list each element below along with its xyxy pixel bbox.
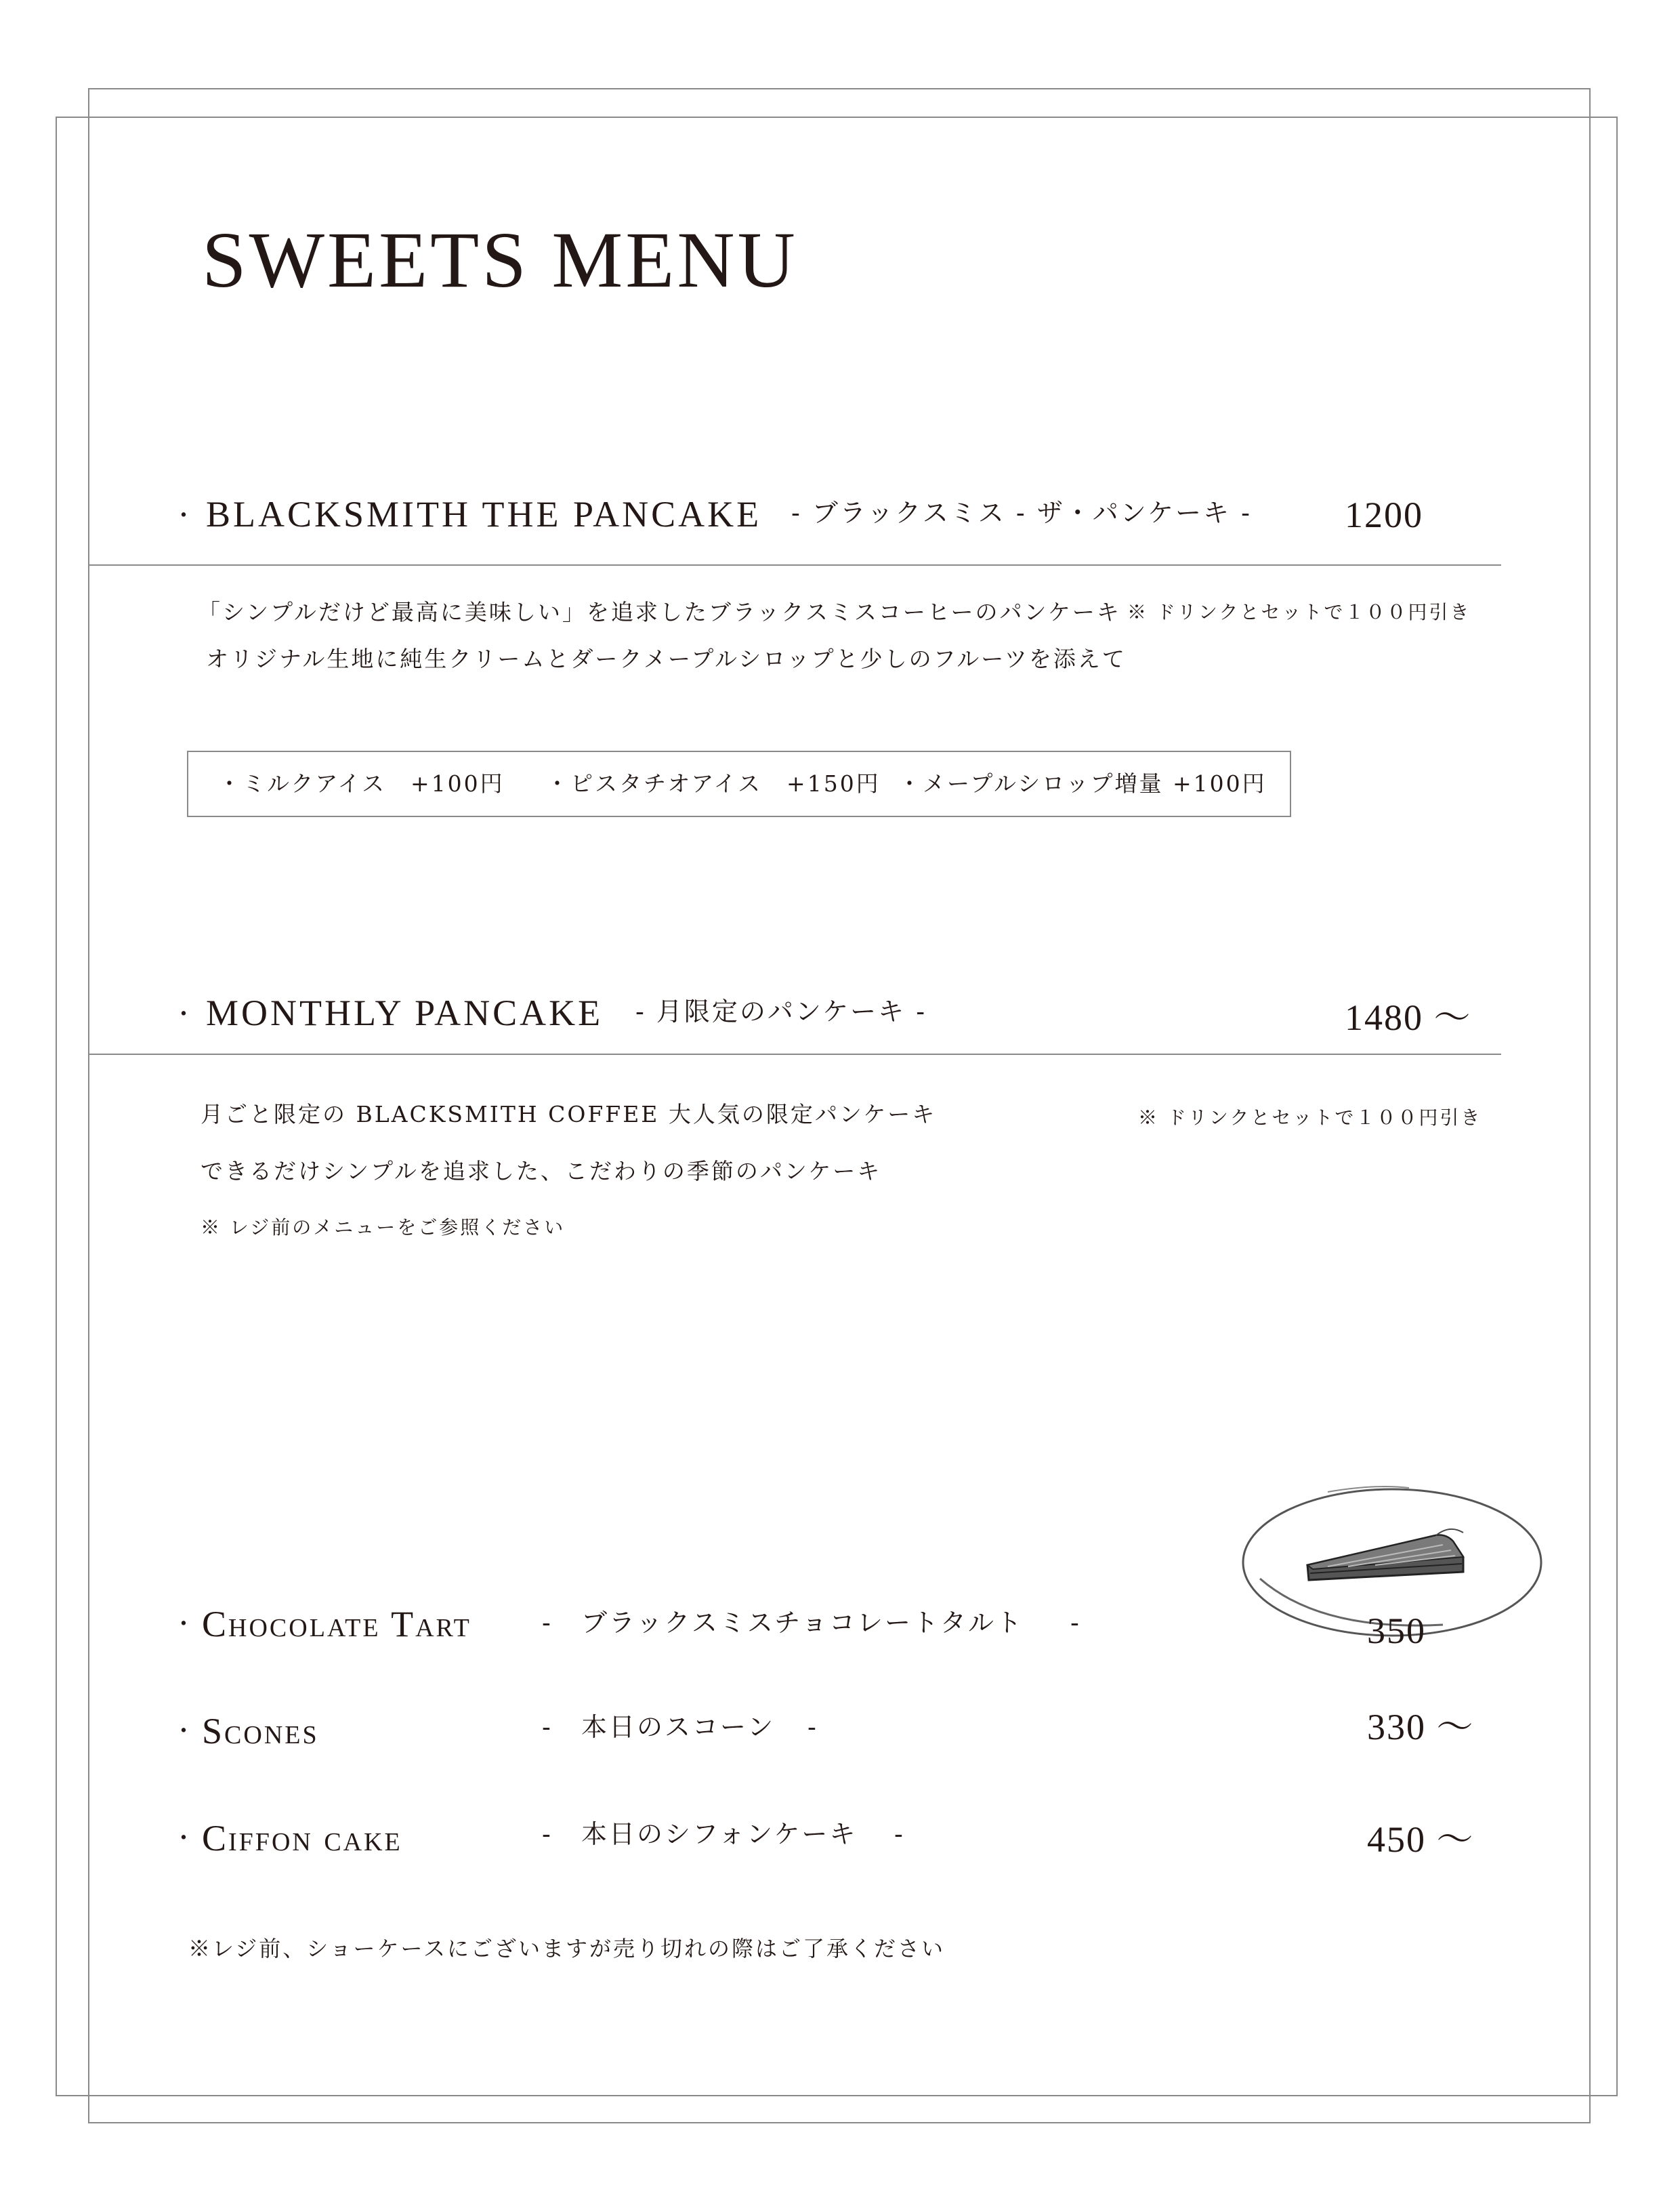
scones-name-en: Scones <box>202 1711 319 1751</box>
tart-dash-right: - <box>1070 1608 1079 1638</box>
footer-note: ※レジ前、ショーケースにございますが売り切れの際はご了承ください <box>188 1936 945 1961</box>
pancake-price: 1200 <box>1345 495 1423 535</box>
monthly-bullet: · <box>177 993 192 1033</box>
tart-name-en: Chocolate Tart <box>202 1604 471 1644</box>
page-title: SWEETS MENU <box>202 215 798 304</box>
pancake-divider <box>88 564 1501 566</box>
tart-dash-left: - <box>542 1608 551 1638</box>
monthly-name-jp: - 月限定のパンケーキ - <box>635 997 927 1026</box>
tart-price: 350 <box>1367 1611 1426 1651</box>
pancake-bullet: · <box>177 494 192 535</box>
chiffon-dash-right: - <box>894 1819 903 1849</box>
monthly-desc-line2: できるだけシンプルを追求した、こだわりの季節のパンケーキ <box>201 1158 882 1184</box>
pancake-desc-line1: 「シンプルだけど最高に美味しい」を追求したブラックスミスコーヒーのパンケーキ <box>198 599 1121 625</box>
chiffon-dash-left: - <box>542 1819 551 1849</box>
chiffon-price: 450 〜 <box>1367 1819 1475 1860</box>
scones-price: 330 〜 <box>1367 1707 1475 1747</box>
scones-name-jp: 本日のスコーン <box>581 1712 776 1742</box>
option-milk-ice: ・ミルクアイス +100円 <box>218 770 505 797</box>
pancake-name-en: BLACKSMITH THE PANCAKE <box>206 494 762 535</box>
monthly-name-en: MONTHLY PANCAKE <box>206 993 604 1033</box>
monthly-desc-line1: 月ごと限定の BLACKSMITH COFFEE 大人気の限定パンケーキ <box>201 1101 937 1127</box>
scones-dash-left: - <box>542 1712 551 1742</box>
monthly-price: 1480 〜 <box>1345 997 1472 1038</box>
scones-bullet: · <box>177 1709 192 1750</box>
monthly-divider <box>88 1054 1501 1055</box>
pancake-set-note: ※ ドリンクとセットで１００円引き <box>1127 601 1471 623</box>
tart-name-jp: ブラックスミスチョコレートタルト <box>581 1608 1024 1638</box>
chiffon-name-en: Ciffon cake <box>202 1818 402 1858</box>
pancake-name-jp: - ブラックスミス - ザ・パンケーキ - <box>791 498 1252 528</box>
option-maple-syrup: ・メープルシロップ増量 +100円 <box>898 770 1267 797</box>
tart-bullet: · <box>177 1602 192 1643</box>
scones-dash-right: - <box>807 1712 816 1742</box>
pancake-desc-line2: オリジナル生地に純生クリームとダークメープルシロップと少しのフルーツを添えて <box>206 646 1127 672</box>
chiffon-name-jp: 本日のシフォンケーキ <box>581 1819 858 1849</box>
chiffon-bullet: · <box>177 1816 192 1857</box>
monthly-set-note: ※ ドリンクとセットで１００円引き <box>1138 1106 1482 1129</box>
monthly-desc-line3: ※ レジ前のメニューをご参照ください <box>201 1216 566 1239</box>
option-pistachio-ice: ・ピスタチオアイス +150円 <box>546 770 881 797</box>
